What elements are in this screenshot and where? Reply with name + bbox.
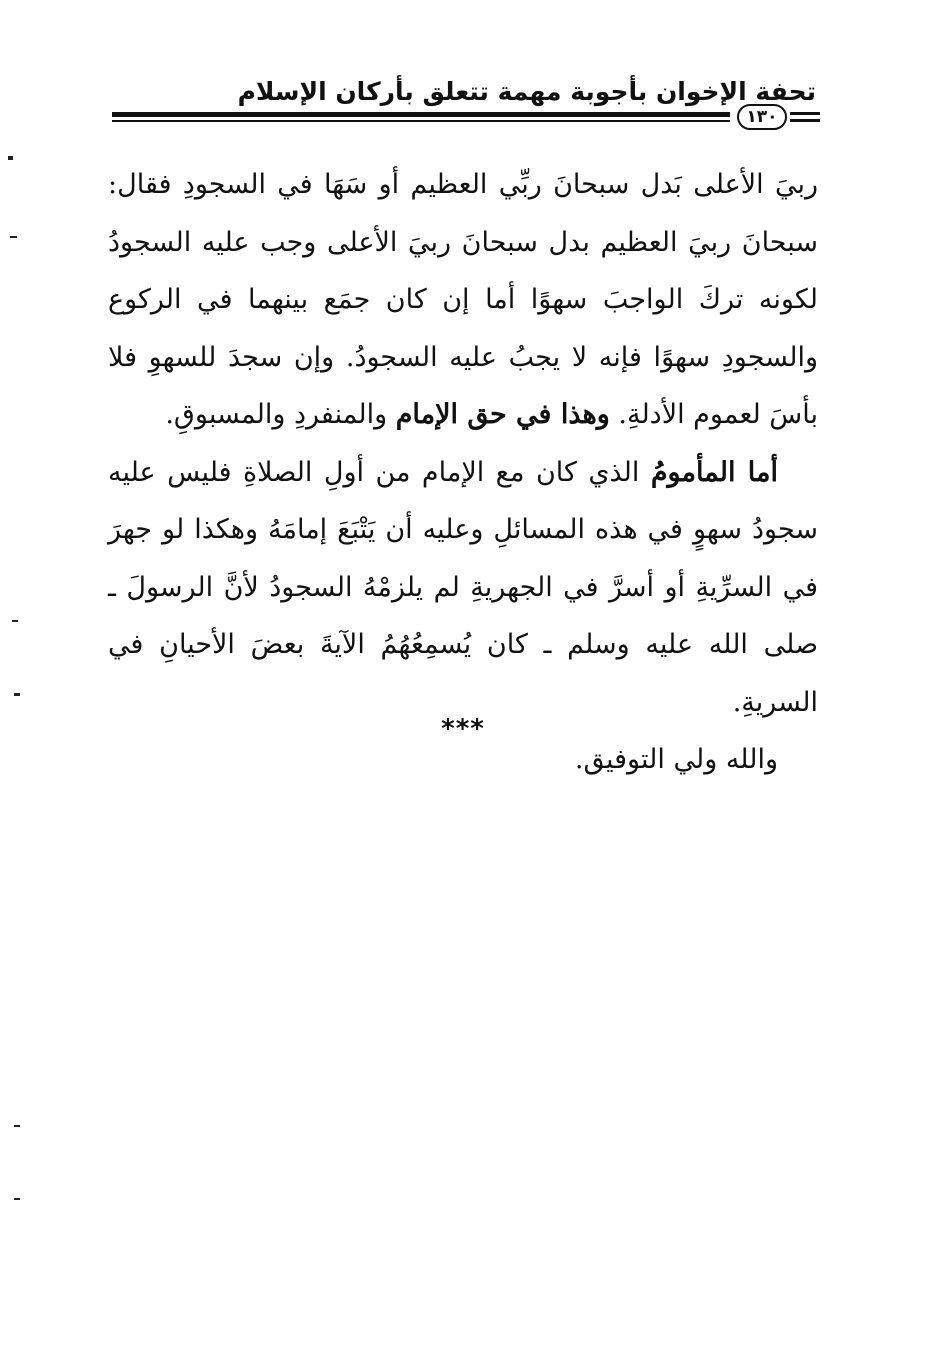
header-rule-right-upper (790, 112, 820, 115)
header-rule-thin (112, 120, 730, 122)
paragraph-1 (108, 156, 818, 444)
paragraph-2-emphasis: أما المأمومُ (650, 456, 778, 488)
closing-line: والله ولي التوفيق. (574, 744, 778, 775)
paragraph-1-text: ربيَ الأعلى بَدل سبحانَ ربِّي العظيم أو سَهَا في السجودِ فقال: سبحانَ ربيَ العظيم بدل سبحانَ ربيَ الأعلى وجب عليه السجودُ لكونه تركَ الواجبَ سهوًا أما إن كان جمَع بينهما في الركوع والسجودِ سهوًا فإنه لا يجبُ عليه السجودُ. وإن سجدَ للسهوِ فلا بأسَ لعموم الأدلةِ. (108, 169, 818, 430)
page-number-badge: ١٣٠ (737, 104, 787, 130)
scan-mark (14, 1198, 20, 1200)
paragraph-1-end: والمنفردِ والمسبوقِ. (165, 399, 388, 430)
scan-mark (14, 1125, 20, 1127)
section-separator: *** (441, 714, 485, 744)
header-rule-thick (112, 112, 730, 117)
scan-mark (14, 693, 20, 696)
paragraph-2-text: الذي كان مع الإمام من أولِ الصلاةِ فليس عليه سجودُ سهوٍ في هذه المسائلِ وعليه أن يَتْبَعَ إمامَهُ وهكذا لو جهرَ في السرِّيةِ أو أسرَّ في الجهريةِ لم يلزمْهُ السجودُ لأنَّ الرسولَ ـ صلى الله عليه وسلم ـ كان يُسمِعُهُمُ الآيةَ بعضَ الأحيانِ في السريةِ. (108, 456, 818, 718)
paragraph-1-emphasis: وهذا في حق الإمام (395, 399, 610, 430)
header-rule-right-lower (790, 119, 820, 122)
paragraph-2 (108, 444, 818, 732)
main-text (108, 156, 818, 789)
scan-mark (12, 620, 18, 622)
running-header-title: تحفة الإخوان بأجوبة مهمة تتعلق بأركان الإسلام (237, 77, 816, 106)
scan-mark (8, 156, 13, 160)
scan-mark (10, 236, 17, 238)
